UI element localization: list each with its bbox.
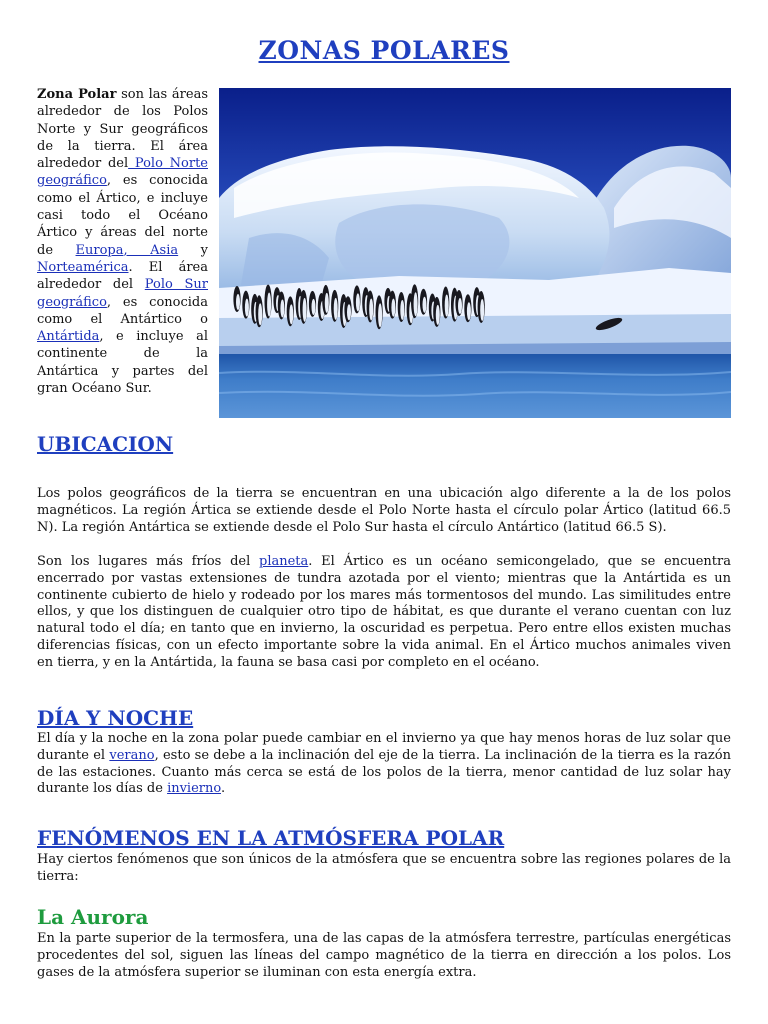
link-planeta[interactable]: planeta <box>259 554 309 569</box>
link-separator[interactable]: , <box>123 242 151 258</box>
dia-noche-paragraph <box>37 731 731 798</box>
heading-aurora: La Aurora <box>37 905 149 929</box>
link-polo-sur[interactable]: Polo Sur geográfico <box>37 277 209 310</box>
fenomenos-paragraph: Hay ciertos fenómenos que son únicos de la atmósfera que se encuentra sobre las regiones polares de la tierra: <box>37 852 731 884</box>
link-asia[interactable]: Asia <box>150 242 179 258</box>
link-verano[interactable]: verano <box>109 747 155 763</box>
intro-paragraph <box>37 86 208 397</box>
page-title: ZONAS POLARES <box>258 36 510 65</box>
aurora-paragraph: En la parte superior de la termosfera, una de las capas de la atmósfera terrestre, partículas energéticas procedentes del sol, siguen las líneas del campo magnético de la tierra en dirección a los polos. Los gases de la atmósfera superior se iluminan con esta energía extra. <box>37 931 731 980</box>
heading-ubicacion: UBICACION <box>37 432 174 456</box>
dia-noche-text-b: , esto se debe a la inclinación del eje de la tierra. La inclinación de la tierra es la razón de las estaciones. Cuanto más cerca se está de los polos de la tierra, menor cantidad de luz solar hay durante los días de <box>37 747 731 797</box>
intro-bold-term: Zona Polar <box>37 87 117 102</box>
link-polo-norte[interactable]: Polo Norte geográfico <box>37 156 208 189</box>
link-norteamerica[interactable]: Norteamérica <box>37 259 129 275</box>
intro-text-5: , es conocida como el Antártico o <box>37 294 208 327</box>
intro-text-6: , e incluye al continente de la Antártica y partes del gran Océano Sur. <box>37 329 208 397</box>
heading-fenomenos: FENÓMENOS EN LA ATMÓSFERA POLAR <box>37 826 505 850</box>
dia-noche-text-c: . <box>220 781 226 797</box>
ubicacion-p2-text-b: . El Ártico es un océano semicongelado, que se encuentra encerrado por vastas extensiones de tundra azotada por el viento; mientras que la Antártida es un continente cubierto de hielo y rodeado por los mares más tormentosos del mundo. Las similitudes entre ellos, y que los distinguen de cualquier otro tipo de hábitat, es que durante el verano cuentan con luz natural todo el día; en tanto que en invierno, la oscuridad es perpetua. Pero entre ellos existen muchas diferencias físicas, con un efecto importante sobre la vida animal. En el Ártico muchos animales viven en tierra, y en la Antártida, la fauna se basa casi por completo en el océano. <box>37 554 731 670</box>
heading-dia-noche: DÍA Y NOCHE <box>37 706 194 730</box>
ubicacion-p2-text-a: Son los lugares más fríos del <box>37 554 260 569</box>
intro-text-1: son las áreas alrededor de los Polos Norte y Sur geográficos de la tierra. El área alrededor del <box>37 87 208 172</box>
link-antartida[interactable]: Antártida <box>37 329 100 345</box>
ubicacion-paragraph-2 <box>37 554 731 672</box>
ubicacion-paragraph-1: Los polos geográficos de la tierra se encuentran en una ubicación algo diferente a la de los polos magnéticos. La región Ártica se extiende desde el Polo Norte hasta el círculo polar Ártico (latitud 66.5 N). La región Antártica se extiende desde el Polo Sur hasta el círculo Antártico (latitud 66.5 S). <box>37 486 731 535</box>
link-europa[interactable]: Europa <box>75 242 124 258</box>
dia-noche-text-a: El día y la noche en la zona polar puede cambiar en el invierno ya que hay menos horas de luz solar que durante el <box>37 731 731 763</box>
intro-text-2: , es conocida como el Ártico, e incluye casi todo el Océano Ártico y áreas del norte de <box>37 173 208 258</box>
intro-text-4: . El área alrededor del <box>37 259 208 293</box>
intro-text-3: y <box>178 242 208 258</box>
penguins-iceberg-photo <box>219 88 731 418</box>
link-invierno[interactable]: invierno <box>167 781 221 797</box>
